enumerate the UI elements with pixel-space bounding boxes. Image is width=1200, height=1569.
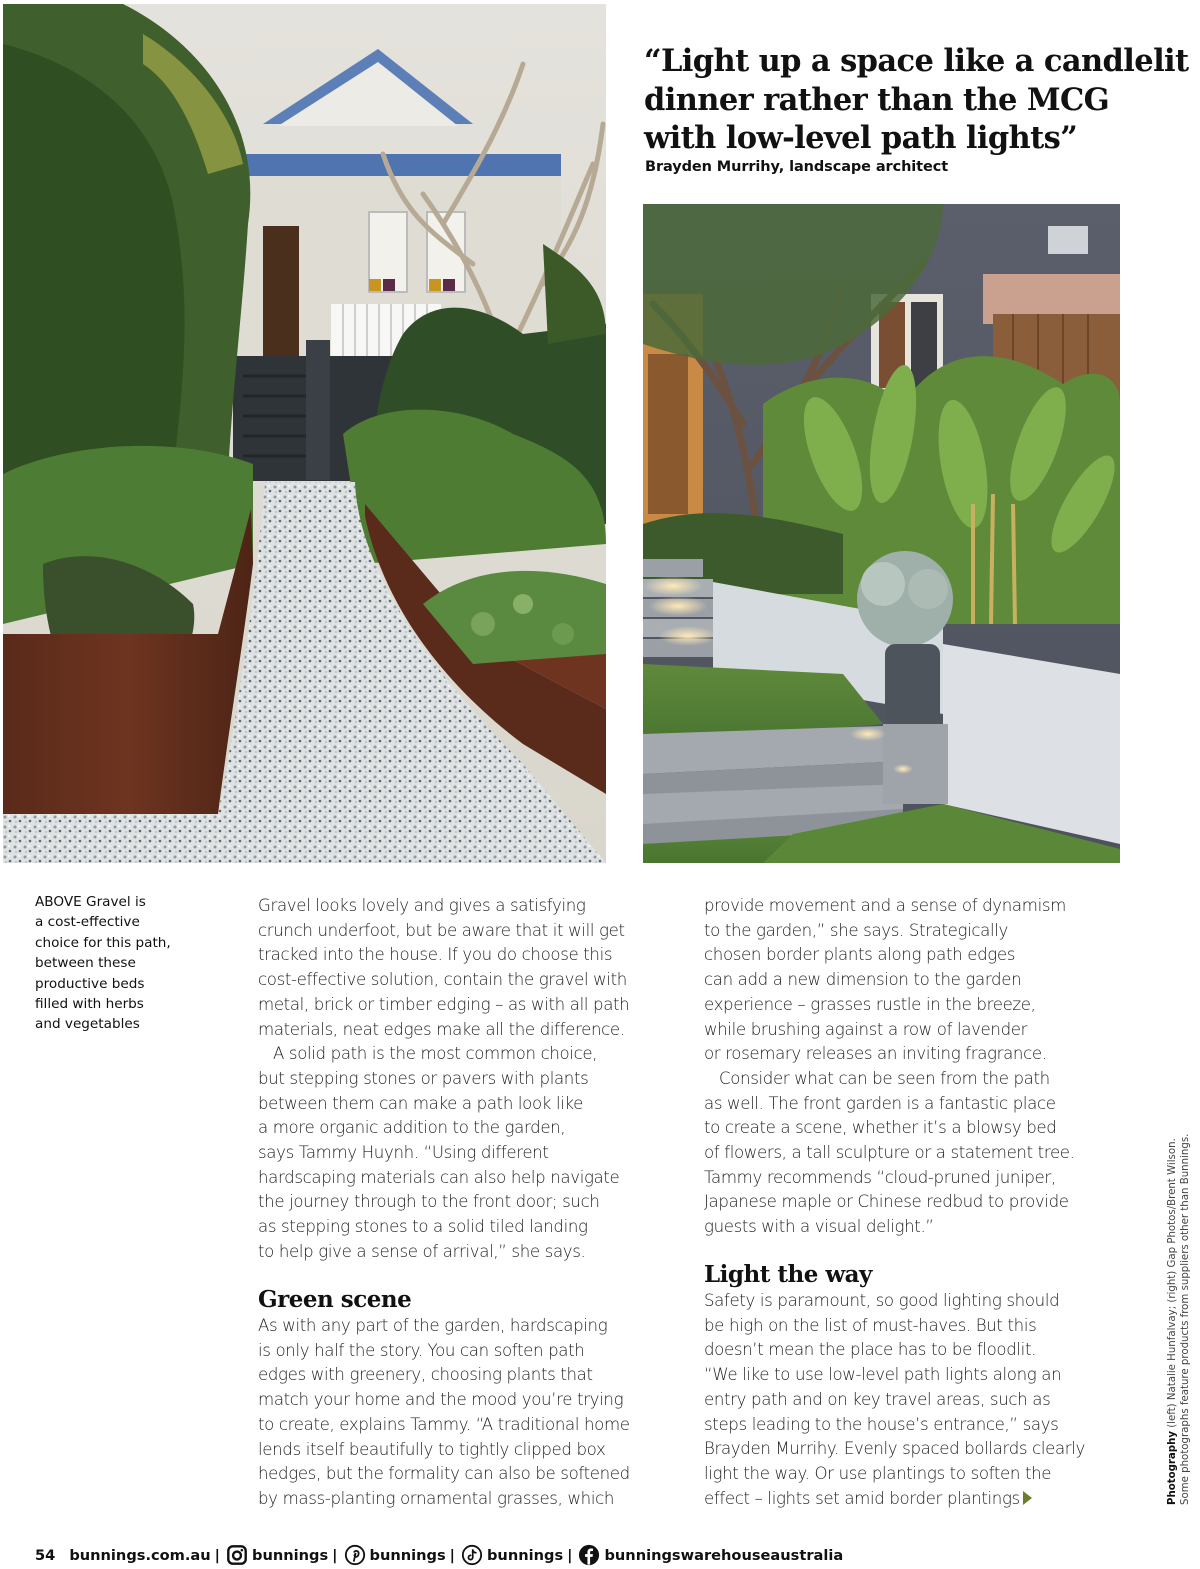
photo-caption xyxy=(35,892,235,1035)
body-line: while brushing against a row of lavender xyxy=(704,1019,1028,1039)
page-footer xyxy=(35,1543,843,1567)
separator: | xyxy=(449,1546,455,1564)
body-line: between them can make a path look like xyxy=(258,1093,584,1113)
body-line: to create a scene, whether it’s a blowsy bed xyxy=(704,1118,1057,1138)
instagram-handle[interactable]: bunnings xyxy=(252,1546,329,1564)
body-column-right-light-the-way xyxy=(704,1289,1134,1511)
body-line: be high on the list of must-haves. But this xyxy=(704,1315,1037,1335)
separator: | xyxy=(567,1546,573,1564)
body-line: crunch underfoot, but be aware that it will get xyxy=(258,920,625,940)
pinterest-handle[interactable]: bunnings xyxy=(369,1546,446,1564)
credit-line-1 xyxy=(1166,1138,1179,1505)
body-line: Tammy recommends “cloud-pruned juniper, xyxy=(704,1167,1056,1187)
body-line: a more organic addition to the garden, xyxy=(258,1118,566,1138)
facebook-handle[interactable]: bunningswarehouseaustralia xyxy=(604,1546,844,1564)
credit-line-2: Some photographs feature products from suppliers other than Bunnings. xyxy=(1180,1133,1191,1505)
body-line: by mass-planting ornamental grasses, which xyxy=(258,1488,615,1508)
body-line: as stepping stones to a solid tiled landing xyxy=(258,1217,588,1237)
body-line: the journey through to the front door; such xyxy=(258,1192,600,1212)
gravel-path-illustration xyxy=(3,4,606,863)
separator: | xyxy=(214,1546,221,1564)
separator: | xyxy=(332,1546,338,1564)
subheading-light-the-way: Light the way xyxy=(704,1261,872,1288)
website-link[interactable]: bunnings.com.au xyxy=(69,1546,211,1564)
body-line: Japanese maple or Chinese redbud to provide xyxy=(704,1192,1069,1212)
subheading-green-scene: Green scene xyxy=(258,1286,412,1313)
body-line: or rosemary releases an inviting fragrance. xyxy=(704,1044,1047,1064)
body-line-text: effect – lights set amid border plantings xyxy=(704,1488,1020,1508)
photo-gravel-path xyxy=(3,4,606,863)
body-line: edges with greenery, choosing plants that xyxy=(258,1365,593,1385)
body-line: chosen border plants along path edges xyxy=(704,945,1016,965)
body-line: tracked into the house. If you do choose this xyxy=(258,945,613,965)
instagram-icon[interactable] xyxy=(226,1544,248,1566)
caption-line: and vegetables xyxy=(35,1016,140,1033)
body-line: Brayden Murrihy. Evenly spaced bollards clearly xyxy=(704,1439,1086,1459)
body-line: “We like to use low-level path lights along an xyxy=(704,1365,1062,1385)
body-line: Gravel looks lovely and gives a satisfying xyxy=(258,896,586,915)
photo-lit-garden-steps xyxy=(643,204,1120,863)
body-line: As with any part of the garden, hardscaping xyxy=(258,1316,608,1335)
body-line: hardscaping materials can also help navigate xyxy=(258,1167,620,1187)
body-line-last xyxy=(704,1487,1134,1512)
tiktok-icon[interactable] xyxy=(461,1544,483,1566)
credit-photographers: (left) Natalie Hunfalvay; (right) Gap Photos/Brent Wilson. xyxy=(1167,1138,1178,1432)
body-line: lends itself beautifully to tightly clipped box xyxy=(258,1439,606,1459)
body-line: Safety is paramount, so good lighting should xyxy=(704,1291,1060,1310)
body-line: doesn’t mean the place has to be floodlit. xyxy=(704,1340,1037,1360)
body-line: says Tammy Huynh. “Using different xyxy=(258,1143,549,1163)
body-line: materials, neat edges make all the difference. xyxy=(258,1019,625,1039)
lit-steps-illustration xyxy=(643,204,1120,863)
body-line: match your home and the mood you’re trying xyxy=(258,1390,624,1410)
pull-quote-line: with low-level path lights” xyxy=(644,120,1078,156)
credit-label: Photography xyxy=(1167,1431,1178,1505)
caption-line: a cost-effective xyxy=(35,914,140,931)
caption-line: between these xyxy=(35,955,136,972)
tiktok-handle[interactable]: bunnings xyxy=(486,1546,564,1564)
body-line: can add a new dimension to the garden xyxy=(704,970,1022,990)
body-line: guests with a visual delight.” xyxy=(704,1217,934,1237)
pinterest-icon[interactable] xyxy=(344,1544,366,1566)
body-line: to help give a sense of arrival,” she says. xyxy=(258,1241,586,1261)
body-column-middle xyxy=(258,894,688,1265)
body-line: light the way. Or use plantings to soften the xyxy=(704,1463,1052,1483)
caption-line: ABOVE Gravel is xyxy=(35,894,146,910)
body-line: metal, brick or timber edging – as with all path xyxy=(258,994,630,1014)
body-line: entry path and on key travel areas, such as xyxy=(704,1389,1051,1409)
caption-line: choice for this path, xyxy=(35,934,171,951)
body-line: of flowers, a tall sculpture or a statement tree. xyxy=(704,1143,1075,1163)
pull-quote-line: dinner rather than the MCG xyxy=(644,81,1110,118)
body-line: hedges, but the formality can also be softened xyxy=(258,1464,630,1484)
body-line: but stepping stones or pavers with plants xyxy=(258,1068,589,1088)
body-line: cost-effective solution, contain the gravel with xyxy=(258,970,627,990)
caption-line: filled with herbs xyxy=(35,996,144,1013)
body-line: as well. The front garden is a fantastic place xyxy=(704,1093,1056,1113)
body-line: steps leading to the house’s entrance,” says xyxy=(704,1414,1059,1434)
body-column-right xyxy=(704,894,1134,1240)
page-number: 54 xyxy=(35,1546,56,1564)
facebook-icon[interactable] xyxy=(578,1544,600,1566)
photo-credit xyxy=(1166,1133,1192,1505)
body-line: provide movement and a sense of dynamism xyxy=(704,896,1066,915)
body-line: is only half the story. You can soften path xyxy=(258,1340,585,1360)
continue-arrow-icon xyxy=(1023,1491,1032,1505)
body-line: experience – grasses rustle in the breeze, xyxy=(704,994,1036,1014)
body-line: A solid path is the most common choice, xyxy=(273,1044,598,1064)
pull-quote-attribution: Brayden Murrihy, landscape architect xyxy=(645,159,949,175)
body-line: to the garden,” she says. Strategically xyxy=(704,920,1008,940)
pull-quote xyxy=(644,42,1189,158)
body-line: Consider what can be seen from the path xyxy=(719,1068,1050,1088)
body-line: to create, explains Tammy. “A traditional home xyxy=(258,1414,630,1434)
caption-line: productive beds xyxy=(35,975,145,992)
body-column-middle-green-scene xyxy=(258,1314,688,1512)
pull-quote-line: “Light up a space like a candlelit xyxy=(644,43,1189,79)
